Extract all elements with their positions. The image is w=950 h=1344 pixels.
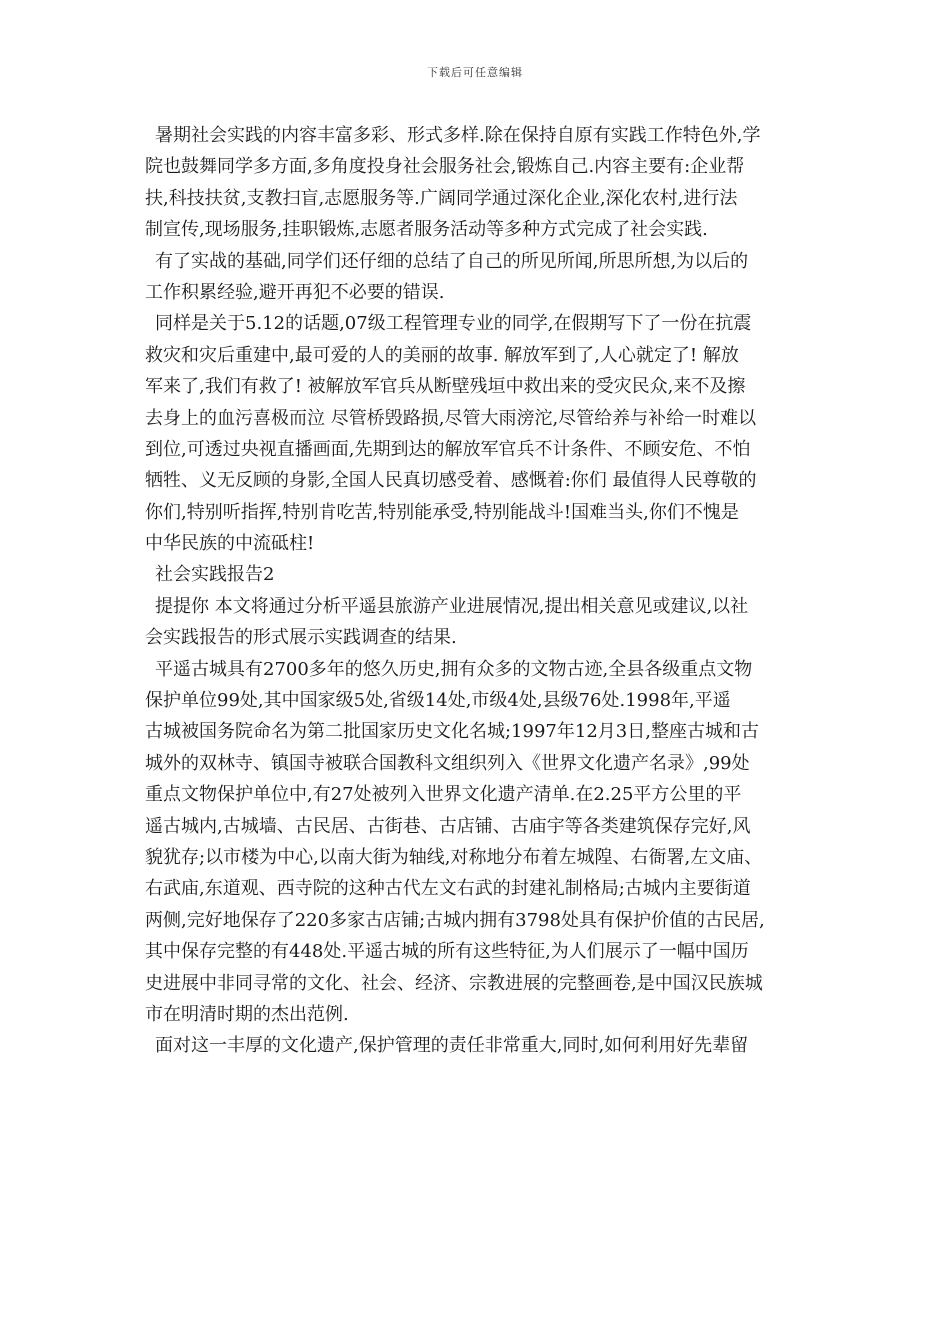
- text-line: 两侧,完好地保存了220多家古店铺;古城内拥有3798处具有保护价值的古民居,: [145, 909, 765, 931]
- document-body: [145, 120, 825, 1062]
- text-line: 院也鼓舞同学多方面,多角度投身社会服务社会,锻炼自己.内容主要有:企业帮: [145, 156, 745, 178]
- text-line: 古城被国务院命名为第二批国家历史文化名城;1997年12月3日,整座古城和古: [145, 721, 759, 743]
- text-line: 遥古城内,古城墙、古民居、古街巷、古店铺、古庙宇等各类建筑保存完好,风: [145, 815, 751, 837]
- text-line: 中华民族的中流砥柱!: [145, 533, 315, 555]
- text-line: 保护单位99处,其中国家级5处,省级14处,市级4处,县级76处.1998年,平遥: [145, 690, 731, 712]
- text-line: 去身上的血污喜极而泣 尽管桥毁路损,尽管大雨滂沱,尽管给养与补给一时难以: [145, 407, 757, 429]
- text-line: 右武庙,东道观、西寺院的这种古代左文右武的封建礼制格局;古城内主要街道: [145, 878, 751, 900]
- text-line: 面对这一丰厚的文化遗产,保护管理的责任非常重大,同时,如何利用好先辈留: [155, 1035, 749, 1057]
- text-line: 你们,特别听指挥,特别肯吃苦,特别能承受,特别能战斗!国难当头,你们不愧是: [145, 501, 739, 523]
- text-line: 同样是关于5.12的话题,07级工程管理专业的同学,在假期写下了一份在抗震: [155, 313, 752, 335]
- text-line: 平遥古城具有2700多年的悠久历史,拥有众多的文物古迹,全县各级重点文物: [155, 658, 753, 680]
- text-line: 扶,科技扶贫,支教扫盲,志愿服务等.广阔同学通过深化企业,深化农村,进行法: [145, 187, 738, 209]
- text-line: 制宣传,现场服务,挂职锻炼,志愿者服务活动等多种方式完成了社会实践.: [145, 219, 708, 241]
- text-line: 提提你 本文将通过分析平遥县旅游产业进展情况,提出相关意见或建议,以社: [155, 595, 749, 617]
- text-line: 暑期社会实践的内容丰富多彩、形式多样.除在保持自原有实践工作特色外,学: [155, 125, 761, 146]
- text-line: 工作积累经验,避开再犯不必要的错误.: [145, 281, 445, 303]
- text-line: 到位,可透过央视直播画面,先期到达的解放军官兵不计条件、不顾安危、不怕: [145, 438, 751, 460]
- text-line: 会实践报告的形式展示实践调查的结果.: [145, 627, 457, 649]
- text-line: 社会实践报告2: [155, 564, 275, 586]
- text-line: 其中保存完整的有448处.平遥古城的所有这些特征,为人们展示了一幅中国历: [145, 941, 749, 963]
- text-line: 市在明清时期的杰出范例.: [145, 1003, 349, 1025]
- text-line: 史进展中非同寻常的文化、社会、经济、宗教进展的完整画卷,是中国汉民族城: [145, 972, 763, 994]
- page-header: 下载后可任意编辑: [427, 66, 523, 79]
- text-line: 重点文物保护单位中,有27处被列入世界文化遗产清单.在2.25平方公里的平: [145, 784, 742, 806]
- text-line: 救灾和灾后重建中,最可爱的人的美丽的故事. 解放军到了,人心就定了! 解放: [145, 344, 739, 366]
- text-line: 城外的双林寺、镇国寺被联合国教科文组织列入《世界文化遗产名录》,99处: [145, 752, 750, 774]
- text-line: 有了实战的基础,同学们还仔细的总结了自己的所见所闻,所思所想,为以后的: [155, 250, 749, 272]
- text-line: 牺牲、义无反顾的身影,全国人民真切感受着、感慨着:你们 最值得人民尊敬的: [145, 470, 757, 492]
- text-line: 貌犹存;以市楼为中心,以南大街为轴线,对称地分布着左城隍、右衙署,左文庙、: [145, 846, 763, 868]
- text-line: 军来了,我们有救了! 被解放军官兵从断壁残垣中救出来的受灾民众,来不及擦: [145, 376, 746, 398]
